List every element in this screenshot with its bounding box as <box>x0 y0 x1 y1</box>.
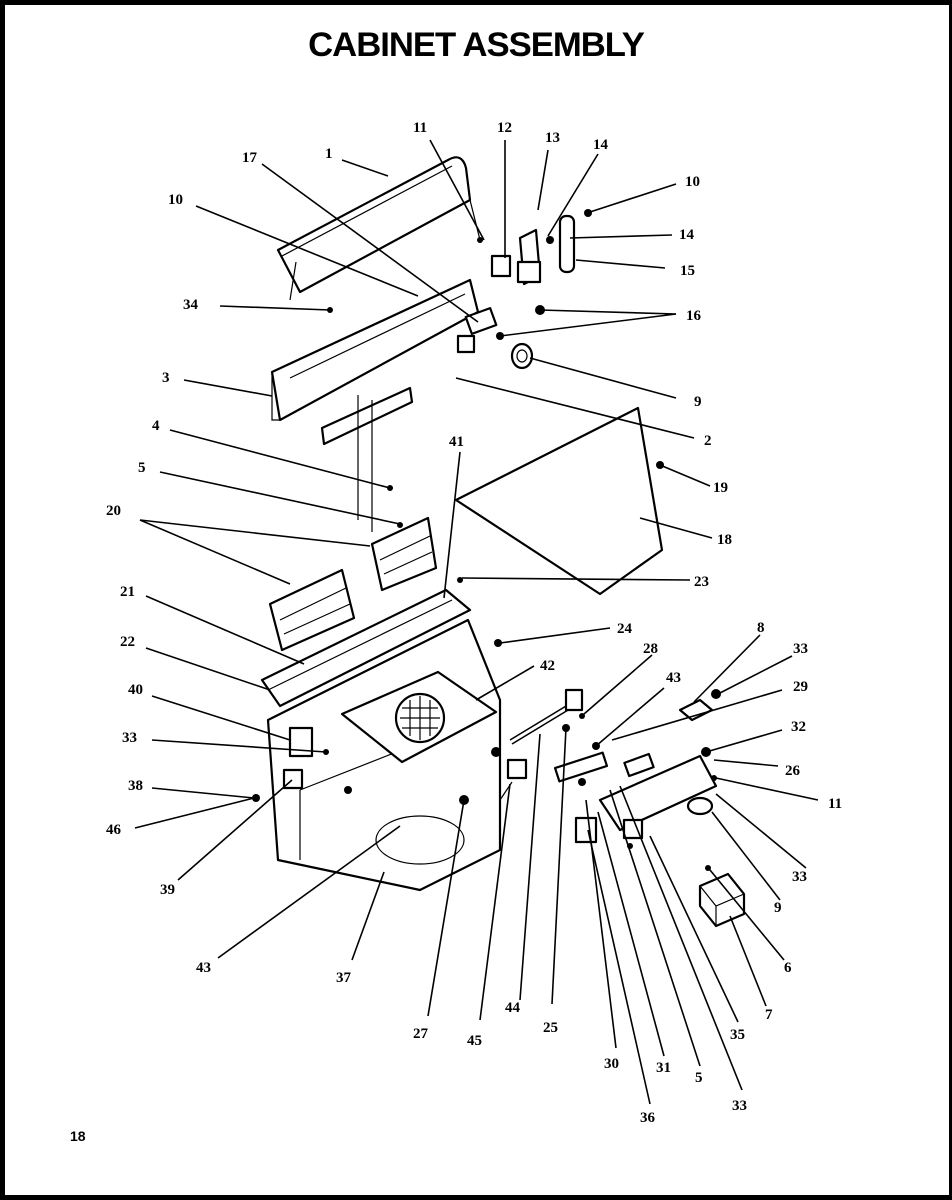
callout-6: 6 <box>784 960 792 976</box>
callout-15: 15 <box>680 263 695 279</box>
callout-23: 23 <box>694 574 709 590</box>
part-1-top-cover <box>278 157 480 300</box>
callout-19: 19 <box>713 480 728 496</box>
part-9-grommet <box>512 344 532 368</box>
callout-43: 43 <box>196 960 211 976</box>
callout-14: 14 <box>593 137 608 153</box>
callout-41: 41 <box>449 434 464 450</box>
part-32-control-bracket <box>600 754 716 830</box>
part-25-plug <box>566 690 582 710</box>
callout-18: 18 <box>717 532 732 548</box>
callout-24: 24 <box>617 621 632 637</box>
callout-5: 5 <box>138 460 146 476</box>
callout-31: 31 <box>656 1060 671 1076</box>
callout-20: 20 <box>106 503 121 519</box>
leader-lines <box>135 140 818 1104</box>
callout-43: 43 <box>666 670 681 686</box>
callout-34: 34 <box>183 297 198 313</box>
callout-labels <box>106 120 842 1126</box>
callout-22: 22 <box>120 634 135 650</box>
callout-33: 33 <box>122 730 137 746</box>
callout-27: 27 <box>413 1026 428 1042</box>
callout-25: 25 <box>543 1020 558 1036</box>
callout-12: 12 <box>497 120 512 136</box>
callout-7: 7 <box>765 1007 773 1023</box>
callout-44: 44 <box>505 1000 520 1016</box>
callout-32: 32 <box>791 719 806 735</box>
part-3-front-panel <box>272 280 478 420</box>
callout-3: 3 <box>162 370 170 386</box>
callout-36: 36 <box>640 1110 655 1126</box>
callout-17: 17 <box>242 150 257 166</box>
part-13-switch-bracket <box>518 230 540 284</box>
callout-29: 29 <box>793 679 808 695</box>
part-9-lower-grommet <box>688 798 712 814</box>
callout-26: 26 <box>785 763 800 779</box>
part-8-clip <box>680 700 712 720</box>
part-7-box <box>700 874 744 926</box>
part-18-bottom-plate <box>456 408 662 594</box>
callout-4: 4 <box>152 418 160 434</box>
callout-28: 28 <box>643 641 658 657</box>
callout-11: 11 <box>413 120 428 136</box>
part-12-terminal <box>492 256 510 276</box>
callout-11: 11 <box>828 796 843 812</box>
callout-9: 9 <box>774 900 782 916</box>
callout-35: 35 <box>730 1027 745 1043</box>
callout-13: 13 <box>545 130 560 146</box>
callout-2: 2 <box>704 433 712 449</box>
callout-16: 16 <box>686 308 701 324</box>
callout-40: 40 <box>128 682 143 698</box>
callout-33: 33 <box>792 869 807 885</box>
part-45-socket <box>500 760 526 800</box>
callout-9: 9 <box>694 394 702 410</box>
callout-8: 8 <box>757 620 765 636</box>
callout-42: 42 <box>540 658 555 674</box>
callout-46: 46 <box>106 822 121 838</box>
callout-37: 37 <box>336 970 351 986</box>
callout-1: 1 <box>325 146 333 162</box>
callout-33: 33 <box>793 641 808 657</box>
callout-33: 33 <box>732 1098 747 1114</box>
part-15-knob <box>560 216 574 272</box>
callout-45: 45 <box>467 1033 482 1049</box>
callout-39: 39 <box>160 882 175 898</box>
page-number: 18 <box>70 1128 86 1144</box>
callout-10: 10 <box>168 192 183 208</box>
page-title: CABINET ASSEMBLY <box>308 26 644 64</box>
callout-30: 30 <box>604 1056 619 1072</box>
callout-38: 38 <box>128 778 143 794</box>
callout-21: 21 <box>120 584 135 600</box>
callout-5: 5 <box>695 1070 703 1086</box>
callout-14: 14 <box>679 227 694 243</box>
callout-10: 10 <box>685 174 700 190</box>
